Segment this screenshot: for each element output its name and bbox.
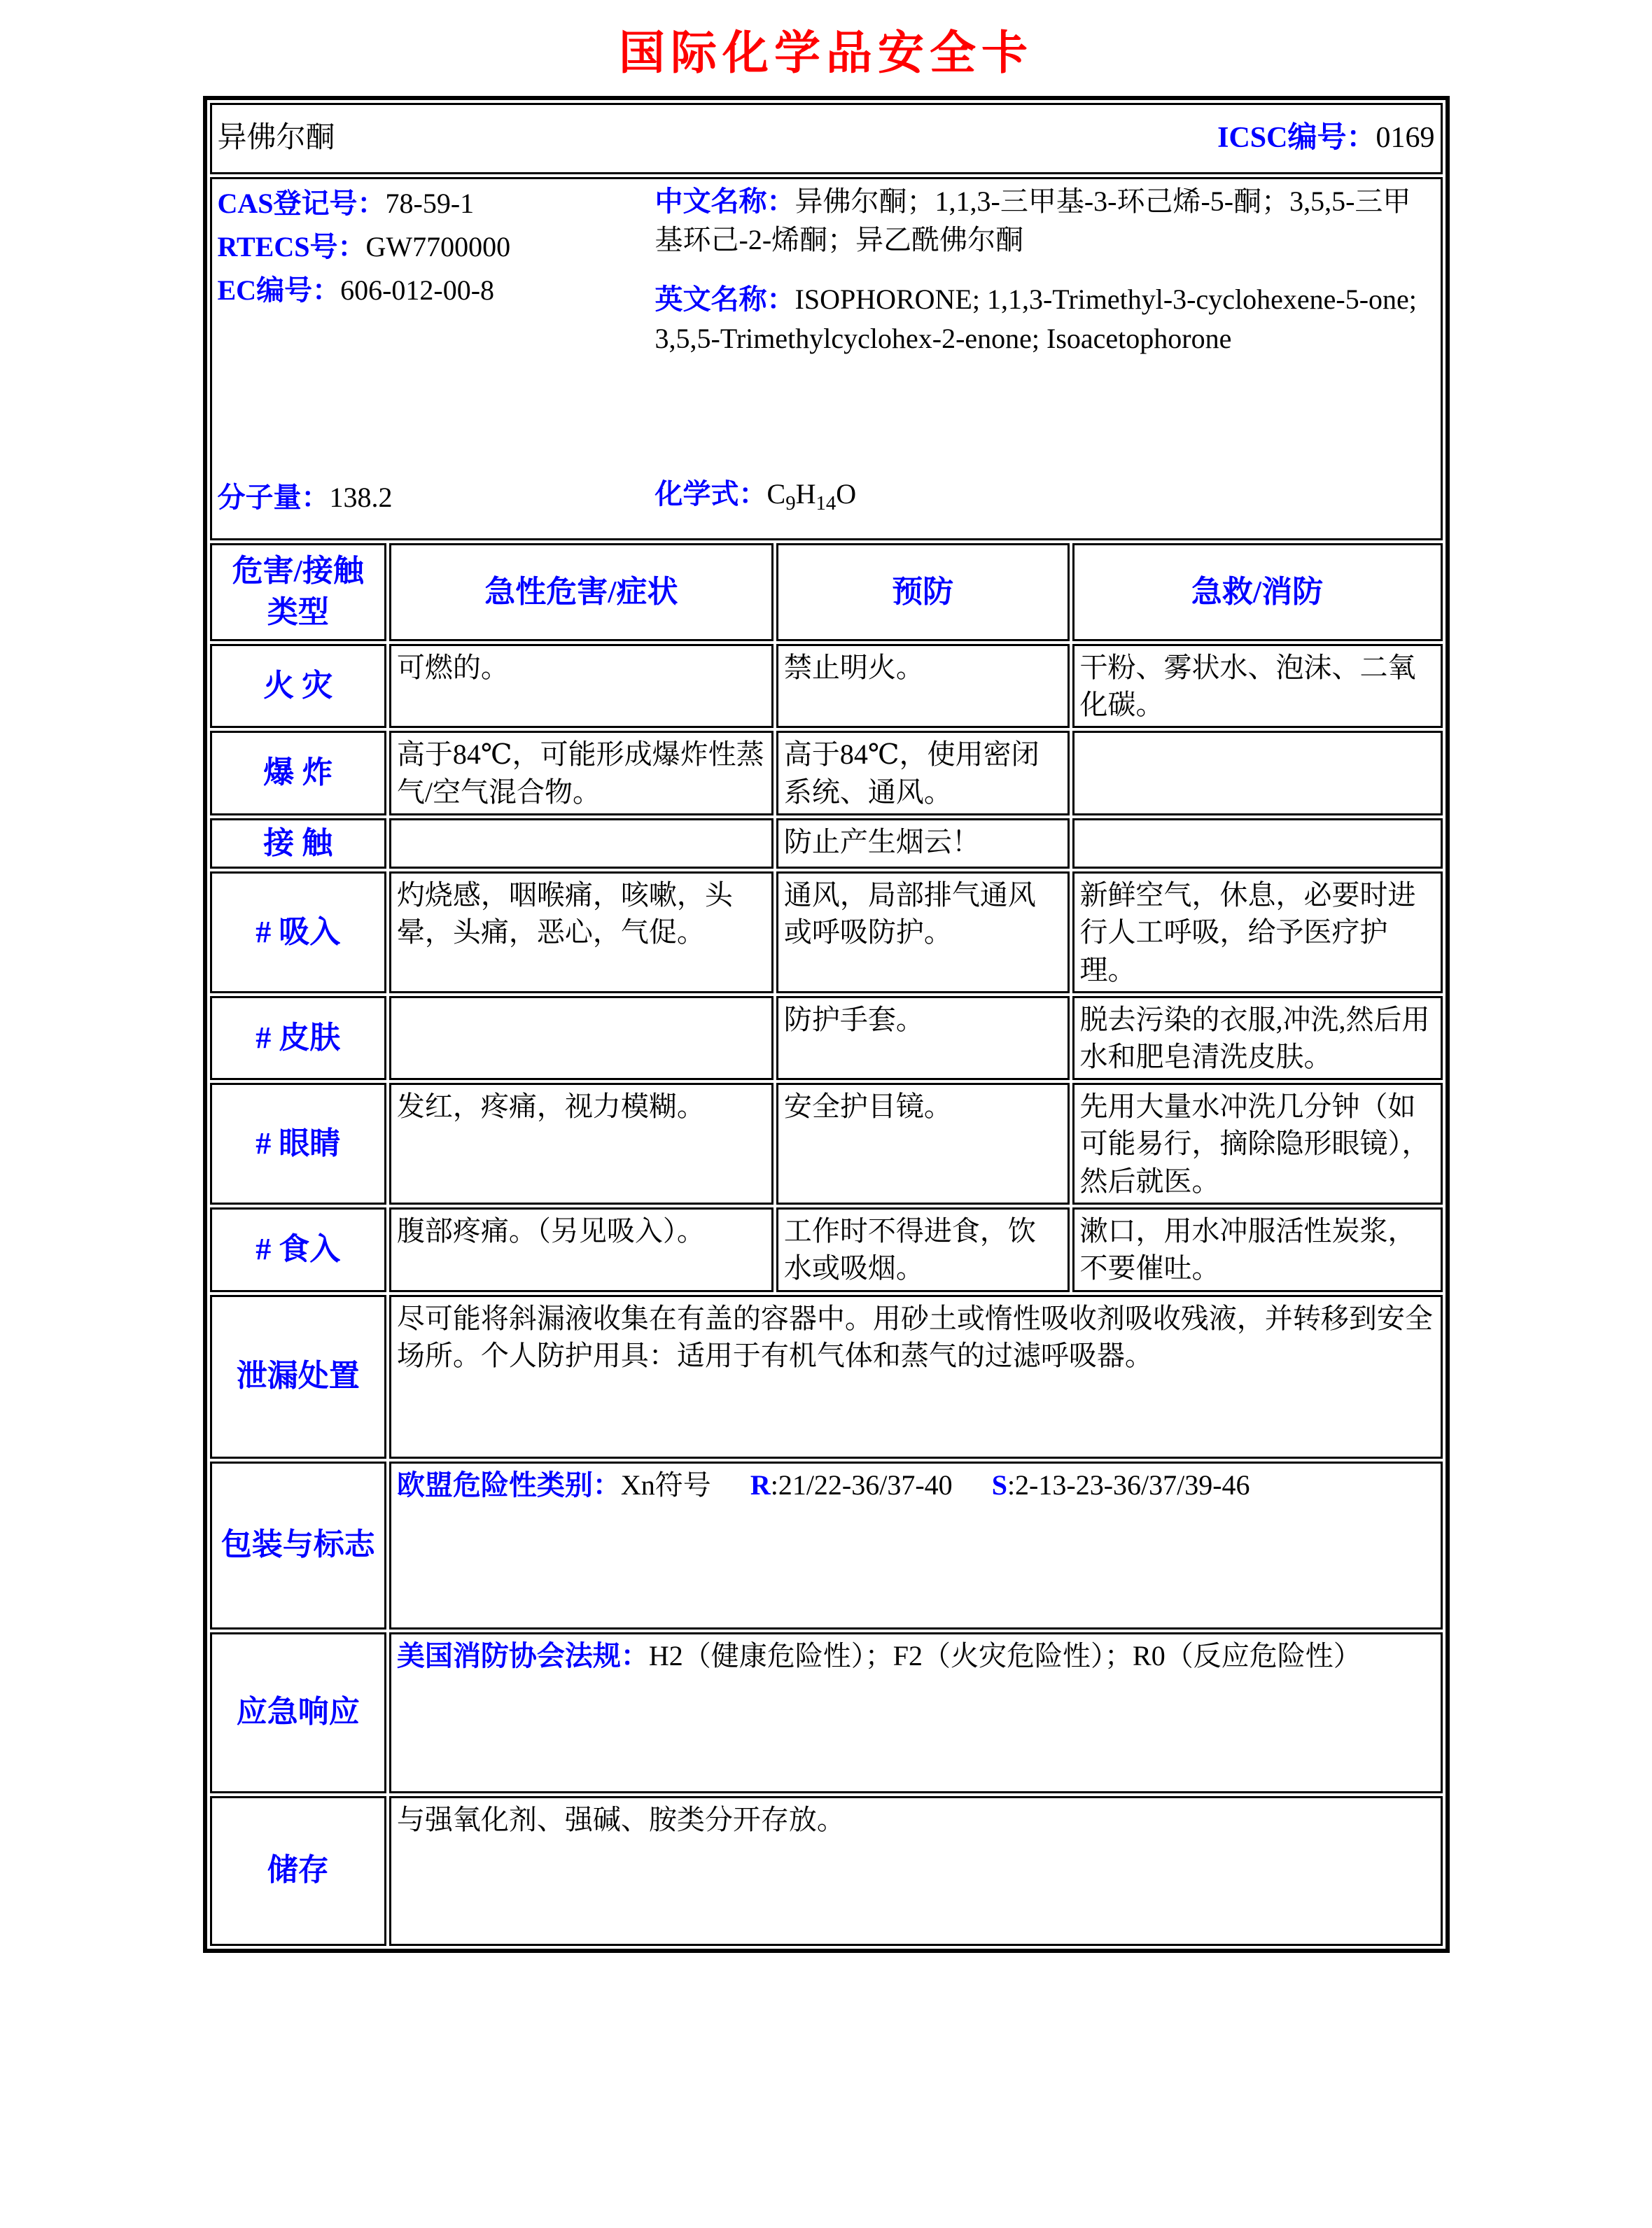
eyes-first-aid: 先用大量水冲洗几分钟（如可能易行，摘除隐形眼镜），然后就医。 bbox=[1072, 1083, 1443, 1205]
rtecs-label: RTECS号： bbox=[217, 231, 366, 262]
ingestion-first-aid: 漱口，用水冲服活性炭浆，不要催吐。 bbox=[1072, 1207, 1443, 1291]
name-cell bbox=[210, 103, 1443, 174]
row-label-fire: 火 灾 bbox=[210, 644, 386, 728]
table-row-ingestion bbox=[210, 1207, 1443, 1291]
fire-symptoms: 可燃的。 bbox=[389, 644, 774, 728]
registry-numbers bbox=[218, 182, 655, 517]
header-hazard-type-line1: 危害/接触 bbox=[232, 554, 364, 589]
r-phrases-label: R bbox=[750, 1469, 771, 1501]
page-title: 国际化学品安全卡 bbox=[619, 28, 1033, 79]
table-row-explosion bbox=[210, 731, 1443, 815]
table-row-eyes bbox=[210, 1083, 1443, 1205]
header-prevention: 预防 bbox=[776, 543, 1070, 641]
inhalation-symptoms: 灼烧感，咽喉痛，咳嗽，头晕，头痛，恶心，气促。 bbox=[389, 871, 774, 993]
formula-c: C bbox=[766, 477, 786, 510]
formula-h: H bbox=[795, 477, 816, 510]
exposure-first-aid bbox=[1072, 818, 1443, 869]
ec-value: 606-012-00-8 bbox=[340, 274, 495, 306]
row-label-ingestion: # 食入 bbox=[210, 1207, 386, 1291]
table-row-storage bbox=[210, 1796, 1443, 1946]
row-label-packaging: 包装与标志 bbox=[210, 1462, 386, 1630]
chemical-name: 异佛尔酮 bbox=[217, 122, 335, 155]
header-hazard-type-line2: 类型 bbox=[267, 595, 329, 629]
table-row-skin bbox=[210, 996, 1443, 1080]
name-row bbox=[210, 103, 1443, 174]
row-label-skin: # 皮肤 bbox=[210, 996, 386, 1080]
english-name bbox=[655, 280, 1435, 357]
formula-h-subscript: 14 bbox=[816, 491, 836, 514]
eu-hazard-class-label: 欧盟危险性类别： bbox=[396, 1469, 621, 1501]
ingestion-symptoms: 腹部疼痛。（另见吸入）。 bbox=[389, 1207, 774, 1291]
nfpa-label: 美国消防协会法规： bbox=[396, 1639, 649, 1672]
identifiers-cell bbox=[210, 177, 1443, 540]
inhalation-prevention: 通风，局部排气通风或呼吸防护。 bbox=[776, 871, 1070, 993]
chinese-name bbox=[655, 182, 1435, 259]
row-label-emergency-response: 应急响应 bbox=[210, 1632, 386, 1793]
cas-number bbox=[218, 182, 655, 225]
eyes-prevention: 安全护目镜。 bbox=[776, 1083, 1070, 1205]
chinese-name-value: 异佛尔酮；1,1,3-三甲基-3-环己烯-5-酮；3,5,5-三甲基环己-2-烯酮；异乙酰佛尔酮 bbox=[654, 185, 1411, 256]
ec-label: EC编号： bbox=[217, 274, 341, 306]
chemical-names bbox=[655, 182, 1435, 517]
emergency-response-content bbox=[389, 1632, 1443, 1793]
identifiers-row bbox=[210, 177, 1443, 540]
table-row-exposure bbox=[210, 818, 1443, 869]
explosion-symptoms: 高于84℃，可能形成爆炸性蒸气/空气混合物。 bbox=[389, 731, 774, 815]
row-label-spill-disposal: 泄漏处置 bbox=[210, 1295, 386, 1459]
table-row-packaging bbox=[210, 1462, 1443, 1630]
rtecs-number bbox=[218, 225, 655, 269]
row-label-inhalation: # 吸入 bbox=[210, 871, 386, 993]
inhalation-first-aid: 新鲜空气，休息，必要时进行人工呼吸，给予医疗护理。 bbox=[1072, 871, 1443, 993]
table-row-fire bbox=[210, 644, 1443, 728]
fire-prevention: 禁止明火。 bbox=[776, 644, 1070, 728]
storage-content: 与强氧化剂、强碱、胺类分开存放。 bbox=[389, 1796, 1443, 1946]
table-row-emergency-response bbox=[210, 1632, 1443, 1793]
english-name-label: 英文名称： bbox=[654, 283, 795, 316]
skin-prevention: 防护手套。 bbox=[776, 996, 1070, 1080]
row-label-eyes: # 眼睛 bbox=[210, 1083, 386, 1205]
header-symptoms: 急性危害/症状 bbox=[389, 543, 774, 641]
exposure-prevention: 防止产生烟云！ bbox=[776, 818, 1070, 869]
explosion-prevention: 高于84℃，使用密闭系统、通风。 bbox=[776, 731, 1070, 815]
s-phrases-label: S bbox=[991, 1469, 1007, 1501]
icsc-card-table bbox=[203, 96, 1450, 1953]
hazard-table-header-row bbox=[210, 543, 1443, 641]
table-row-inhalation bbox=[210, 871, 1443, 993]
row-label-storage: 储存 bbox=[210, 1796, 386, 1946]
icsc-number bbox=[1217, 119, 1434, 158]
icsc-number-label: ICSC编号： bbox=[1217, 122, 1376, 155]
fire-first-aid: 干粉、雾状水、泡沫、二氧化碳。 bbox=[1072, 644, 1443, 728]
eu-hazard-class-value: Xn符号 bbox=[620, 1469, 711, 1501]
spill-disposal-content: 尽可能将斜漏液收集在有盖的容器中。用砂土或惰性吸收剂吸收残液，并转移到安全场所。个人防护用具：适用于有机气体和蒸气的过滤呼吸器。 bbox=[389, 1295, 1443, 1459]
chemical-formula-label: 化学式： bbox=[654, 477, 767, 510]
molecular-weight-value: 138.2 bbox=[329, 482, 393, 513]
s-phrases-value: :2-13-23-36/37/39-46 bbox=[1007, 1469, 1250, 1501]
cas-label: CAS登记号： bbox=[217, 188, 386, 219]
header-first-aid: 急救/消防 bbox=[1072, 543, 1443, 641]
row-label-explosion: 爆 炸 bbox=[210, 731, 386, 815]
chinese-name-label: 中文名称： bbox=[654, 185, 795, 217]
explosion-first-aid bbox=[1072, 731, 1443, 815]
ingestion-prevention: 工作时不得进食，饮水或吸烟。 bbox=[776, 1207, 1070, 1291]
packaging-content bbox=[389, 1462, 1443, 1630]
skin-symptoms bbox=[389, 996, 774, 1080]
row-label-exposure: 接 触 bbox=[210, 818, 386, 869]
nfpa-value: H2（健康危险性）；F2（火灾危险性）；R0（反应危险性） bbox=[648, 1639, 1362, 1672]
molecular-weight bbox=[218, 478, 655, 517]
rtecs-value: GW7700000 bbox=[365, 231, 511, 262]
r-phrases-value: :21/22-36/37-40 bbox=[770, 1469, 953, 1501]
exposure-symptoms bbox=[389, 818, 774, 869]
formula-o: O bbox=[836, 477, 857, 510]
skin-first-aid: 脱去污染的衣服,冲洗,然后用水和肥皂清洗皮肤。 bbox=[1072, 996, 1443, 1080]
english-name-value: ISOPHORONE; 1,1,3-Trimethyl-3-cyclohexene-5-one; 3,5,5-Trimethylcyclohex-2-enone; Isoacetophorone bbox=[654, 283, 1417, 354]
ec-number bbox=[218, 269, 655, 312]
icsc-number-value: 0169 bbox=[1376, 122, 1435, 155]
header-hazard-type bbox=[210, 543, 386, 641]
molecular-weight-label: 分子量： bbox=[217, 482, 330, 513]
table-row-spill-disposal bbox=[210, 1295, 1443, 1459]
eyes-symptoms: 发红，疼痛，视力模糊。 bbox=[389, 1083, 774, 1205]
chemical-formula bbox=[655, 475, 1435, 517]
formula-c-subscript: 9 bbox=[785, 491, 796, 514]
cas-value: 78-59-1 bbox=[385, 188, 475, 219]
